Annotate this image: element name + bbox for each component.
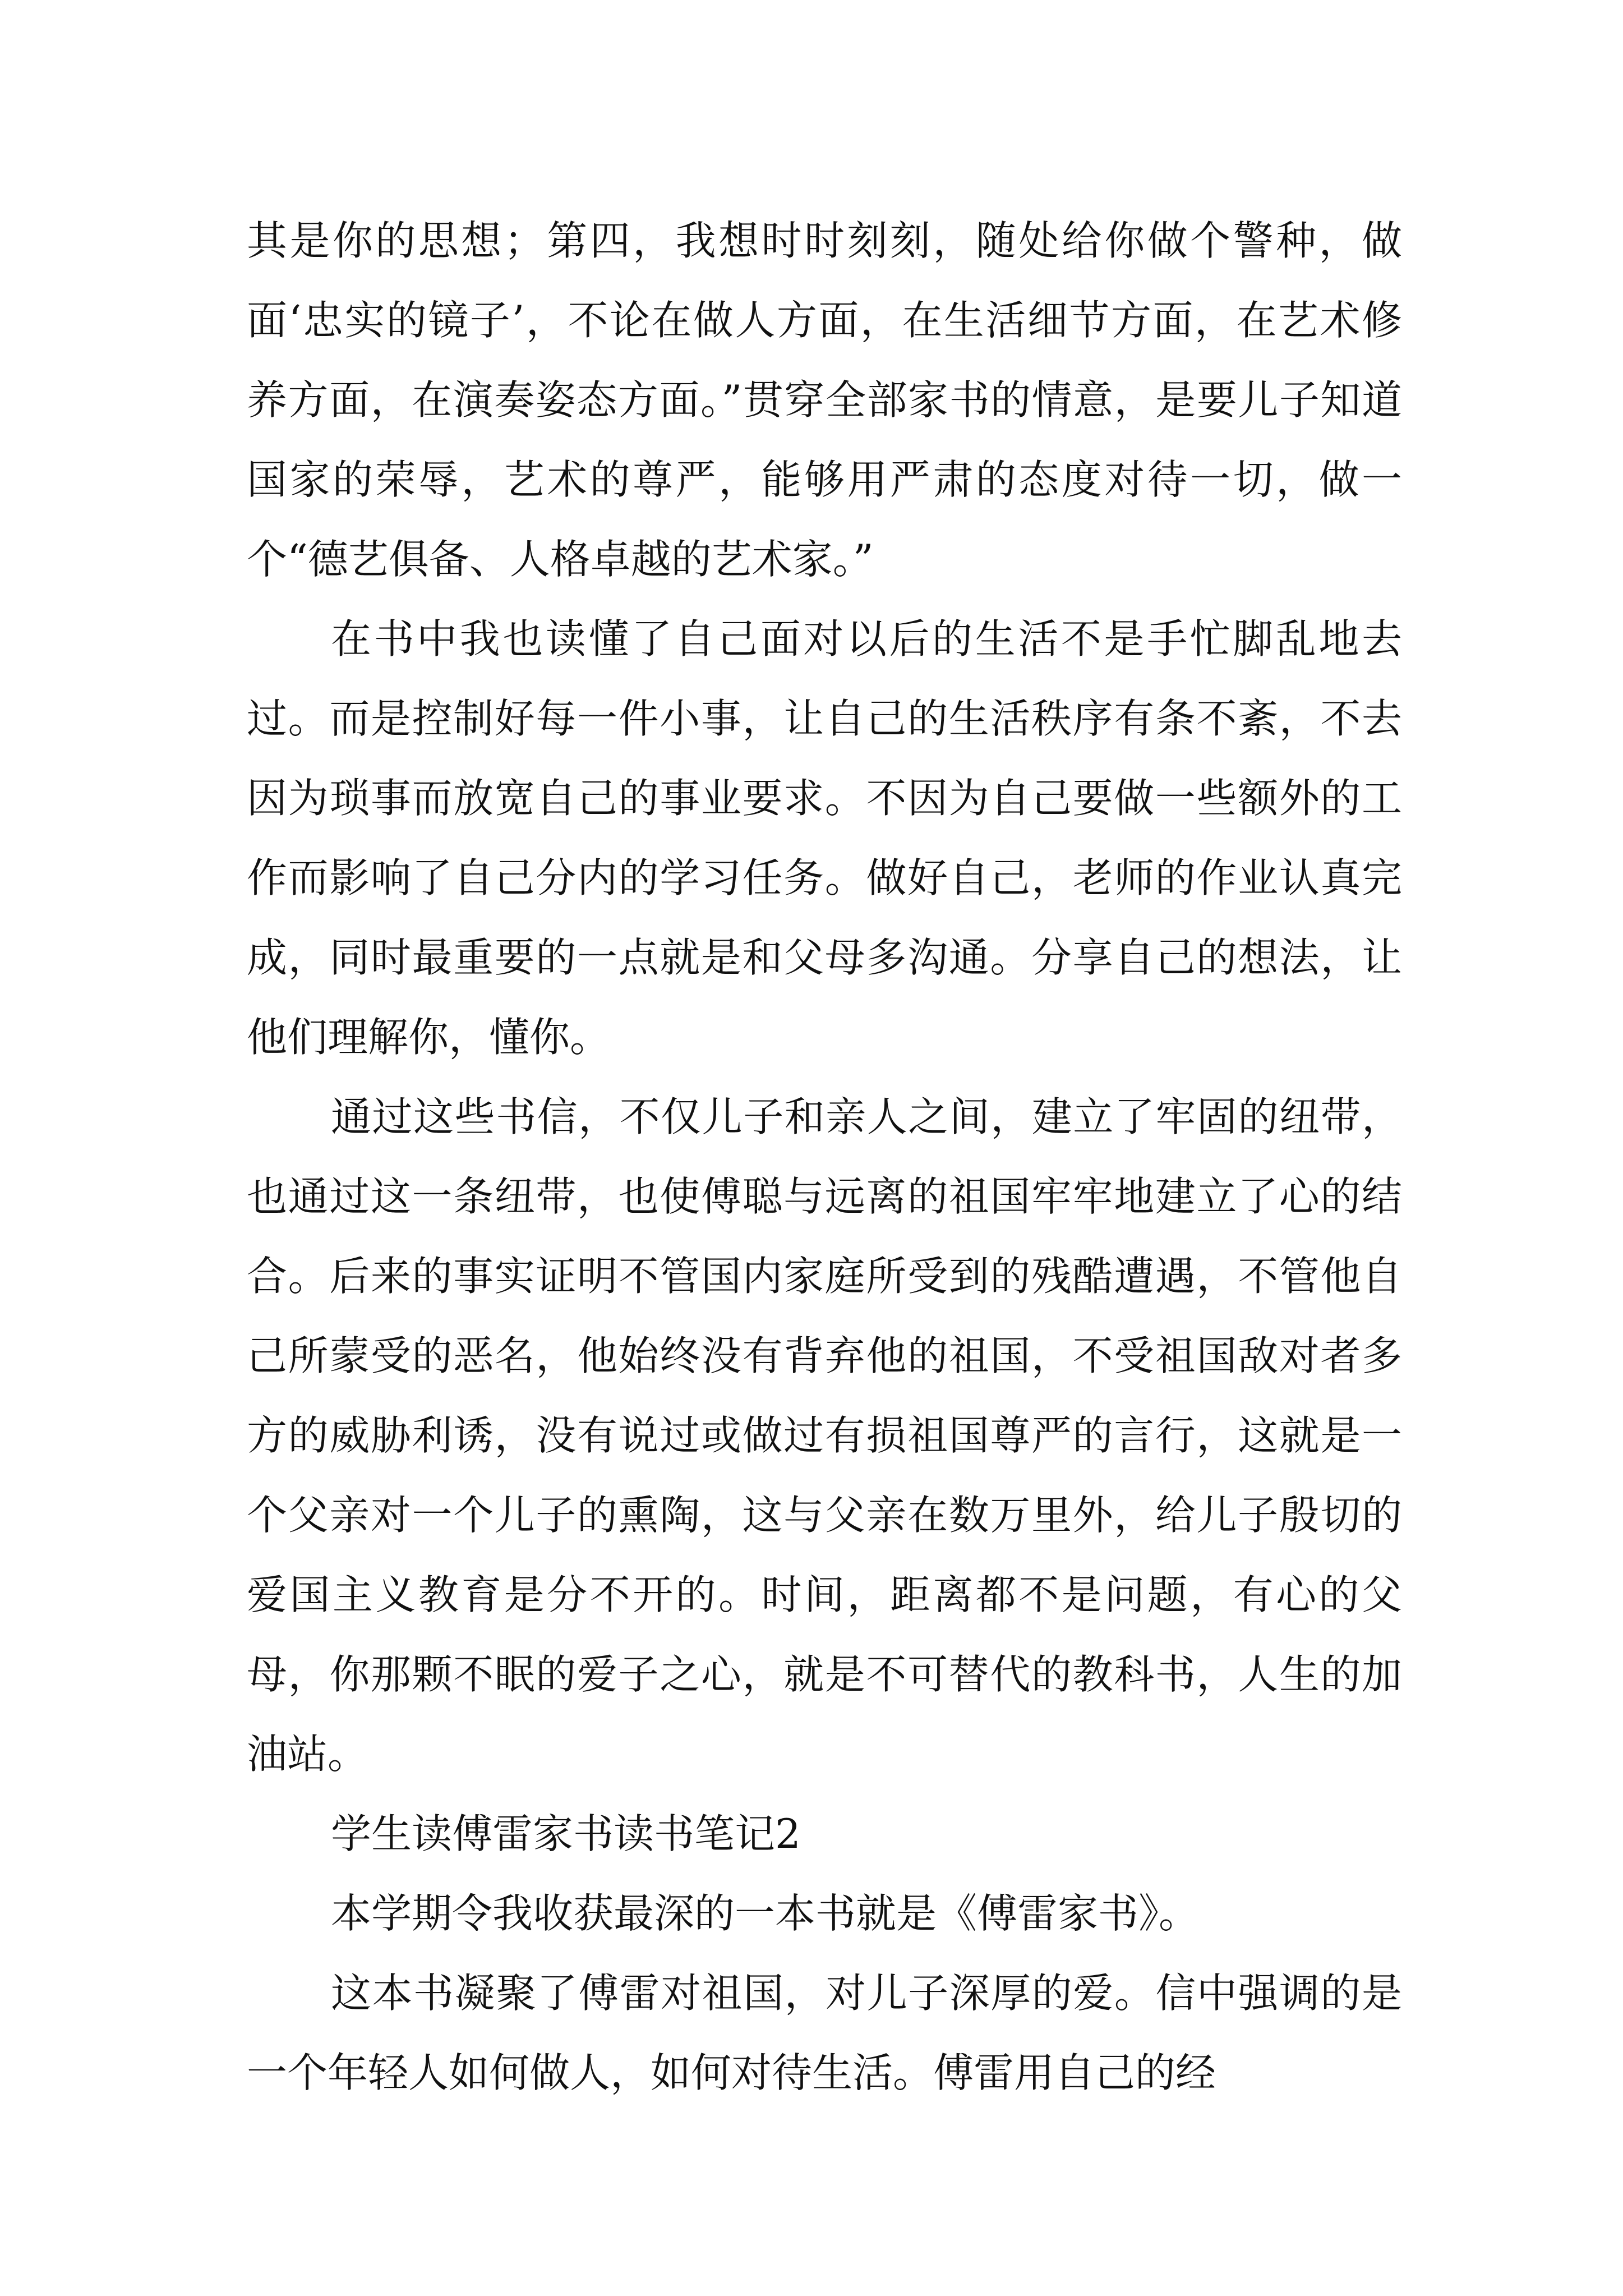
body-text bbox=[247, 201, 1402, 2113]
paragraph-continued: 其是你的思想；第四，我想时时刻刻，随处给你做个警种，做面‘忠实的镜子’，不论在做人方面，在生活细节方面，在艺术修养方面，在演奏姿态方面。”贯穿全部家书的情意，是要儿子知道国家的荣辱，艺术的尊严，能够用严肃的态度对待一切，做一个“德艺俱备、人格卓越的艺术家。” bbox=[247, 217, 1402, 583]
paragraph: 这本书凝聚了傅雷对祖国，对儿子深厚的爱。信中强调的是一个年轻人如何做人，如何对待生活。傅雷用自己的经 bbox=[247, 1970, 1402, 2096]
section-heading: 学生读傅雷家书读书笔记2 bbox=[331, 1810, 801, 1857]
paragraph: 通过这些书信，不仅儿子和亲人之间，建立了牢固的纽带，也通过这一条纽带，也使傅聪与远离的祖国牢牢地建立了心的结合。后来的事实证明不管国内家庭所受到的残酷遭遇，不管他自己所蒙受的恶名，他始终没有背弃他的祖国，不受祖国敌对者多方的威胁利诱，没有说过或做过有损祖国尊严的言行，这就是一个父亲对一个儿子的熏陶，这与父亲在数万里外，给儿子殷切的爱国主义教育是分不开的。时间，距离都不是问题，有心的父母，你那颗不眠的爱子之心，就是不可替代的教科书，人生的加油站。 bbox=[247, 1093, 1402, 1778]
paragraph: 在书中我也读懂了自己面对以后的生活不是手忙脚乱地去过。而是控制好每一件小事，让自己的生活秩序有条不紊，不去因为琐事而放宽自己的事业要求。不因为自己要做一些额外的工作而影响了自己分内的学习任务。做好自己，老师的作业认真完成，同时最重要的一点就是和父母多沟通。分享自己的想法，让他们理解你，懂你。 bbox=[247, 615, 1402, 1061]
paragraph: 本学期令我收获最深的一本书就是《傅雷家书》。 bbox=[331, 1890, 1200, 1937]
